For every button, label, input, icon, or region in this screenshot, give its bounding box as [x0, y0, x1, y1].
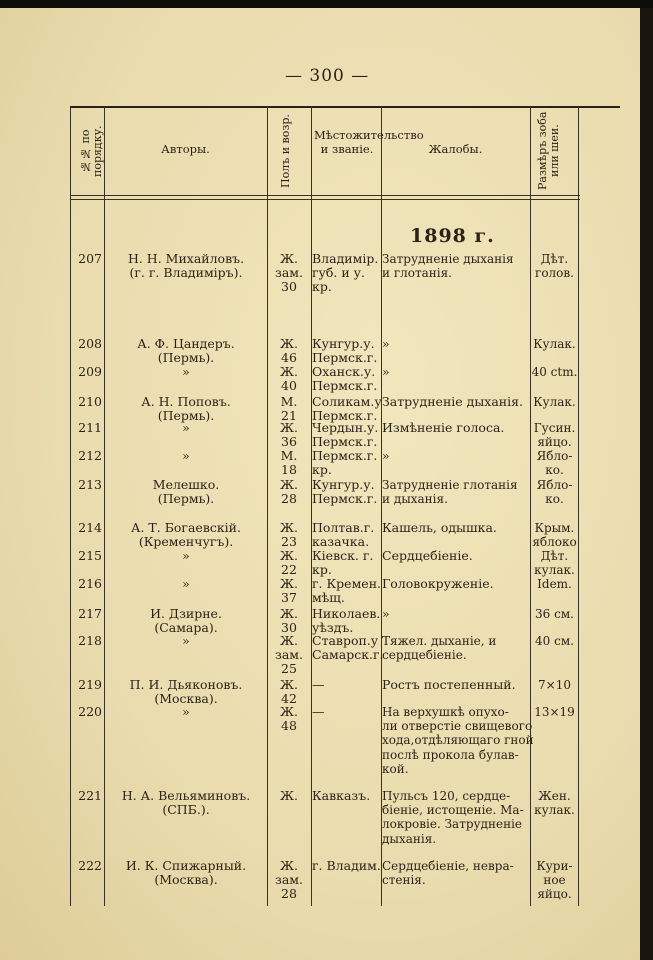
cell-no: 213 [78, 477, 102, 492]
cell-author: П. И. Дьяконовъ. [129, 677, 243, 692]
cell-no: 220 [78, 704, 102, 719]
cell-res: — [312, 704, 325, 719]
cell-size: 40 ctm. [531, 365, 578, 379]
cell-sex: 28 [281, 886, 297, 902]
cell-size: Кури- [536, 859, 573, 873]
cell-author: (Москва). [154, 691, 218, 707]
cell-comp: стенія. [382, 873, 426, 888]
cell-sex: 23 [281, 534, 297, 550]
table-left-rule [70, 106, 71, 906]
cell-res: кр. [312, 279, 332, 295]
cell-res: г. Владим. [312, 858, 381, 873]
cell-author: А. Н. Поповъ. [141, 394, 231, 409]
cell-author: Н. А. Вельяминовъ. [121, 788, 251, 803]
cell-size: 13×19 [534, 705, 575, 719]
cell-sex: зам. [275, 265, 303, 281]
cell-comp: сердцебіеніе. [382, 648, 467, 663]
cell-comp: Затрудненіе глотанія [382, 478, 518, 492]
cell-sex: 30 [281, 620, 297, 636]
cell-comp: Ростъ постепенный. [382, 677, 516, 692]
cell-author: (Самара). [154, 620, 218, 636]
cell-author: » [182, 704, 190, 719]
cell-res: Пермск.г. [312, 350, 378, 366]
cell-no: 207 [78, 251, 102, 266]
cell-comp: и глотанія. [382, 266, 452, 281]
cell-sex: Ж. [279, 364, 299, 379]
cell-comp: дыханія. [382, 831, 437, 846]
header-bottom-rule-1 [70, 195, 580, 196]
cell-size: Ябло- [536, 449, 573, 463]
cell-sex: Ж. [279, 633, 299, 648]
cell-sex: 21 [281, 408, 297, 424]
cell-res: — [312, 677, 325, 692]
cell-comp: Измѣненіе голоса. [382, 420, 505, 435]
cell-comp: Тяжел. дыханіе, и [382, 634, 497, 648]
cell-size: Жен. [538, 789, 571, 803]
table-top-rule [70, 106, 620, 108]
cell-res: Пермск.г. [312, 434, 378, 450]
cell-res: Кунгур.у. [312, 477, 375, 492]
cell-size: 40 см. [535, 634, 574, 648]
cell-author: (Пермь). [157, 491, 215, 507]
cell-sex: Ж. [279, 520, 299, 535]
cell-res: кр. [312, 462, 332, 478]
cell-comp: кой. [382, 761, 409, 776]
col-rule-1 [104, 106, 105, 906]
cell-comp: Сердцебіеніе, невра- [382, 859, 514, 873]
cell-comp: На верхушкѣ опухо- [382, 705, 509, 719]
cell-size: Ябло- [536, 478, 573, 492]
cell-sex: 42 [281, 691, 297, 707]
cell-comp: » [382, 336, 390, 351]
cell-size: ко. [545, 492, 564, 507]
cell-sex: 30 [281, 279, 297, 295]
cell-comp: » [382, 448, 390, 463]
cell-author: » [182, 364, 190, 379]
cell-author: Н. Н. Михайловъ. [127, 251, 245, 266]
cell-author: » [182, 576, 190, 591]
cell-sex: Ж. [279, 420, 299, 435]
cell-size: кулак. [534, 563, 575, 578]
cell-res: Пермск.г. [312, 378, 378, 394]
cell-no: 209 [78, 364, 102, 379]
cell-sex: зам. [275, 647, 303, 663]
cell-size: Дѣт. [540, 252, 569, 266]
cell-comp: » [382, 364, 390, 379]
cell-comp: » [382, 606, 390, 621]
cell-sex: Ж. [279, 704, 299, 719]
cell-no: 219 [78, 677, 102, 692]
cell-size: кулак. [534, 803, 575, 818]
cell-comp: біеніе, истощеніе. Ма- [382, 803, 524, 818]
cell-author: » [182, 548, 190, 563]
col-rule-6 [578, 106, 579, 906]
cell-res: уѣздъ. [312, 620, 354, 636]
cell-author: А. Ф. Цандеръ. [137, 336, 235, 351]
cell-res: кр. [312, 562, 332, 578]
cell-size: Idem. [537, 577, 572, 591]
cell-comp: и дыханія. [382, 492, 448, 507]
cell-res: Оханск.у. [312, 364, 376, 379]
cell-res: губ. и у. [312, 265, 366, 281]
cell-sex: М. [280, 394, 298, 409]
cell-author: » [182, 633, 190, 648]
cell-author: И. К. Спижарный. [125, 858, 247, 873]
cell-comp: хода,отдѣляющаго гной [382, 733, 534, 748]
cell-author: Мелешко. [152, 477, 220, 492]
cell-author: И. Дзирне. [150, 606, 222, 621]
cell-comp: Затрудненіе дыханія [382, 252, 514, 266]
header-size: Размѣръ зоба или шеи. [536, 111, 561, 191]
cell-size: 36 см. [535, 607, 574, 621]
cell-res: Ставроп.у [312, 633, 379, 648]
cell-no: 214 [78, 520, 102, 535]
cell-author: (Пермь). [157, 408, 215, 424]
cell-res: г. Кремен. [312, 576, 381, 591]
cell-comp: локровіе. Затрудненіе [382, 817, 523, 832]
cell-res: Пермск.г. [312, 491, 378, 507]
cell-comp: Кашель, одышка. [382, 520, 497, 535]
header-residence: Мѣстожительство и званіе. [314, 128, 424, 156]
cell-size: Кулак. [533, 395, 576, 409]
cell-size: яблоко [532, 535, 577, 550]
cell-size: яйцо. [537, 435, 572, 450]
cell-sex: Ж. [279, 606, 299, 621]
cell-comp: послѣ прокола булав- [382, 747, 519, 762]
cell-res: Самарск.г. [312, 647, 384, 663]
cell-no: 211 [78, 420, 102, 435]
header-authors: Авторы. [161, 142, 210, 156]
cell-sex: 46 [281, 350, 297, 366]
page-number: — 300 — [285, 66, 370, 86]
cell-comp: Затрудненіе дыханія. [382, 394, 523, 409]
cell-size: Дѣт. [540, 549, 569, 563]
cell-sex: зам. [275, 872, 303, 888]
header-bottom-rule-2 [70, 199, 580, 200]
cell-size: ное [543, 873, 566, 888]
cell-sex: 28 [281, 491, 297, 507]
page-edge-shadow [640, 8, 653, 960]
cell-sex: Ж. [279, 576, 299, 591]
cell-sex: 37 [281, 590, 297, 606]
cell-sex: Ж. [279, 548, 299, 563]
cell-res: Николаев. [312, 606, 381, 621]
cell-no: 222 [78, 858, 102, 873]
cell-author: (Кременчугъ). [138, 534, 234, 550]
cell-res: Кунгур.у. [312, 336, 375, 351]
header-sex-age: Полъ и возр. [279, 114, 292, 188]
cell-no: 216 [78, 576, 102, 591]
cell-sex: Ж. [279, 677, 299, 692]
cell-sex: Ж. [279, 477, 299, 492]
cell-sex: Ж. [279, 788, 299, 803]
cell-size: 7×10 [538, 678, 571, 692]
cell-res: Кіевск. г. [312, 548, 374, 563]
cell-sex: 40 [281, 378, 297, 394]
cell-author: (Москва). [154, 872, 218, 888]
cell-author: (СПБ.). [162, 802, 210, 818]
cell-size: Гусин. [533, 421, 576, 435]
cell-size: Кулак. [533, 337, 576, 351]
cell-author: (Пермь). [157, 350, 215, 366]
cell-res: мѣщ. [312, 590, 345, 606]
cell-sex: 22 [281, 562, 297, 578]
cell-author: (г. г. Владиміръ). [129, 265, 243, 281]
cell-sex: М. [280, 448, 298, 463]
cell-author: » [182, 420, 190, 435]
cell-no: 217 [78, 606, 102, 621]
cell-sex: 48 [281, 718, 297, 734]
cell-res: Полтав.г. [312, 520, 375, 535]
cell-no: 215 [78, 548, 102, 563]
cell-comp: Сердцебіеніе. [382, 548, 473, 563]
cell-no: 221 [78, 788, 102, 803]
cell-size: яйцо. [537, 887, 572, 902]
cell-no: 208 [78, 336, 102, 351]
header-no: №№ по порядку. [79, 125, 104, 177]
cell-sex: Ж. [279, 336, 299, 351]
cell-size: голов. [535, 266, 574, 281]
cell-res: Владимір. [312, 251, 379, 266]
cell-res: Пермск.г. [312, 408, 378, 424]
cell-author: А. Т. Богаевскій. [131, 520, 241, 535]
cell-sex: Ж. [279, 251, 299, 266]
cell-comp: Головокруженіе. [382, 576, 494, 591]
cell-size: ко. [545, 463, 564, 478]
cell-res: Кавказъ. [312, 788, 371, 803]
cell-sex: Ж. [279, 858, 299, 873]
cell-size: Крым. [534, 521, 575, 535]
header-complaints: Жалобы. [428, 142, 483, 156]
cell-res: Чердын.у. [312, 420, 379, 435]
cell-no: 212 [78, 448, 102, 463]
year-heading: 1898 г. [410, 225, 495, 247]
cell-sex: 25 [281, 661, 297, 677]
cell-sex: 36 [281, 434, 297, 450]
cell-author: » [182, 448, 190, 463]
cell-res: Соликам.у [312, 394, 382, 409]
cell-comp: Пульсъ 120, сердце- [382, 789, 511, 803]
cell-sex: 18 [281, 462, 297, 478]
cell-no: 218 [78, 633, 102, 648]
cell-comp: ли отверстіе свищевого [382, 719, 533, 734]
cell-no: 210 [78, 394, 102, 409]
cell-res: казачка. [312, 534, 370, 550]
cell-res: Пермск.г. [312, 448, 378, 463]
